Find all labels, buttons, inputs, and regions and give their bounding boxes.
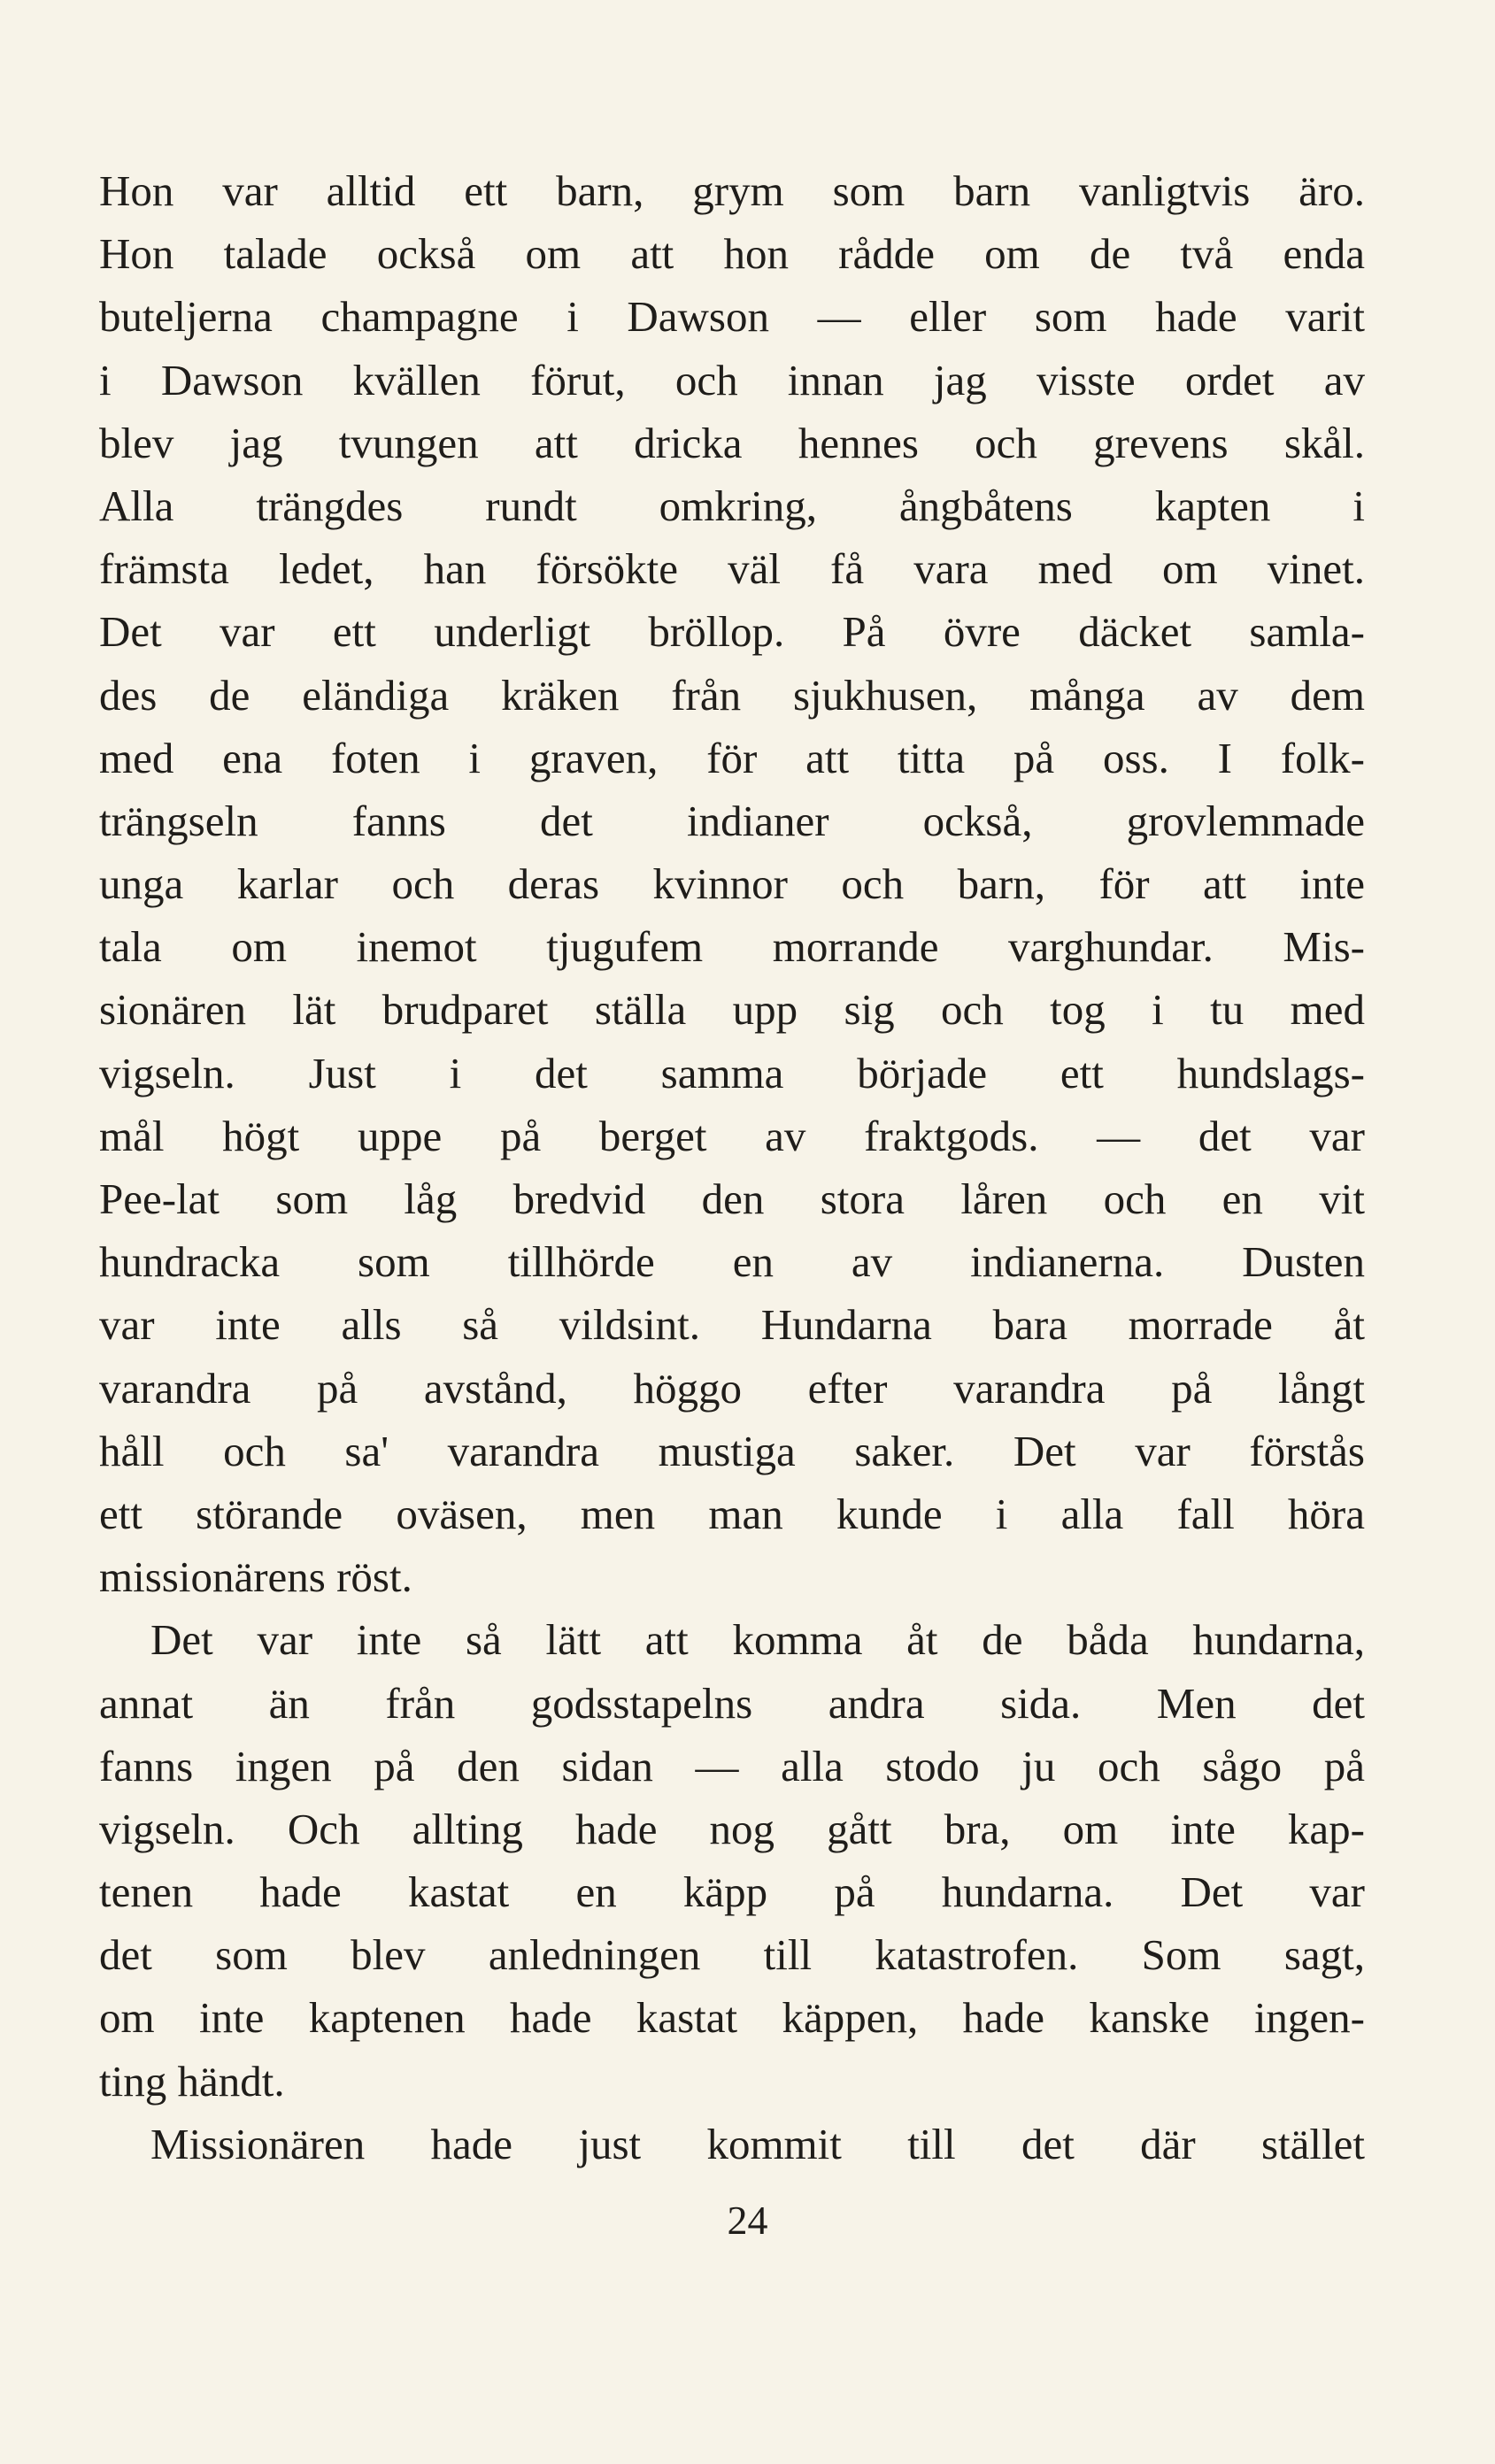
text-line: ting händt.: [99, 2056, 285, 2106]
text-line: håll och sa' varandra mustiga saker. Det var förstås: [99, 1426, 1365, 1475]
text-line: varandra på avstånd, höggo efter varandra på långt: [99, 1363, 1365, 1413]
text-line: i Dawson kvällen förut, och innan jag visste ordet av: [99, 355, 1365, 404]
text-line: främsta ledet, han försökte väl få vara med om vinet.: [99, 544, 1365, 594]
text-line: des de eländiga kräken från sjukhusen, många av dem: [99, 670, 1365, 720]
text-line: blev jag tvungen att dricka hennes och grevens skål.: [99, 418, 1365, 467]
page-number: 24: [727, 2198, 768, 2243]
text-line: ett störande oväsen, men man kunde i alla fall höra: [99, 1489, 1365, 1538]
text-line: tenen hade kastat en käpp på hundarna. Det var: [99, 1867, 1365, 1917]
text-line: vigseln. Och allting hade nog gått bra, om inte kap-: [99, 1804, 1365, 1853]
text-line: Hon var alltid ett barn, grym som barn vanligtvis äro.: [99, 166, 1365, 215]
text-line: Alla trängdes rundt omkring, ångbåtens kapten i: [99, 481, 1365, 530]
text-line: buteljerna champagne i Dawson — eller som hade varit: [99, 292, 1365, 342]
text-line: Pee-lat som låg bredvid den stora låren och en vit: [99, 1174, 1365, 1223]
text-line: Hon talade också om att hon rådde om de två enda: [99, 229, 1365, 279]
text-line: sionären lät brudparet ställa upp sig och tog i tu med: [99, 985, 1365, 1035]
text-line: missionärens röst.: [99, 1552, 412, 1602]
text-line: unga karlar och deras kvinnor och barn, för att inte: [99, 859, 1365, 909]
text-line: trängseln fanns det indianer också, grovlemmade: [99, 796, 1365, 845]
text-line: vigseln. Just i det samma började ett hundslags-: [99, 1048, 1365, 1097]
text-line: Det var inte så lätt att komma åt de båda hundarna,: [150, 1615, 1365, 1665]
text-line: Missionären hade just kommit till det där stället: [150, 2119, 1365, 2168]
text-line: Det var ett underligt bröllop. På övre däcket samla-: [99, 607, 1365, 657]
text-line: mål högt uppe på berget av fraktgods. — det var: [99, 1111, 1365, 1160]
text-line: fanns ingen på den sidan — alla stodo ju och sågo på: [99, 1741, 1365, 1790]
text-line: det som blev anledningen till katastrofen. Som sagt,: [99, 1930, 1365, 1980]
text-line: med ena foten i graven, för att titta på oss. I folk-: [99, 733, 1365, 782]
body-text: [99, 159, 1365, 2175]
text-line: om inte kaptenen hade kastat käppen, hade kanske ingen-: [99, 1993, 1365, 2043]
text-line: var inte alls så vildsint. Hundarna bara morrade åt: [99, 1300, 1365, 1350]
text-line: annat än från godsstapelns andra sida. Men det: [99, 1678, 1365, 1728]
text-line: tala om inemot tjugufem morrande varghundar. Mis-: [99, 922, 1365, 972]
text-line: hundracka som tillhörde en av indianerna. Dusten: [99, 1237, 1365, 1287]
